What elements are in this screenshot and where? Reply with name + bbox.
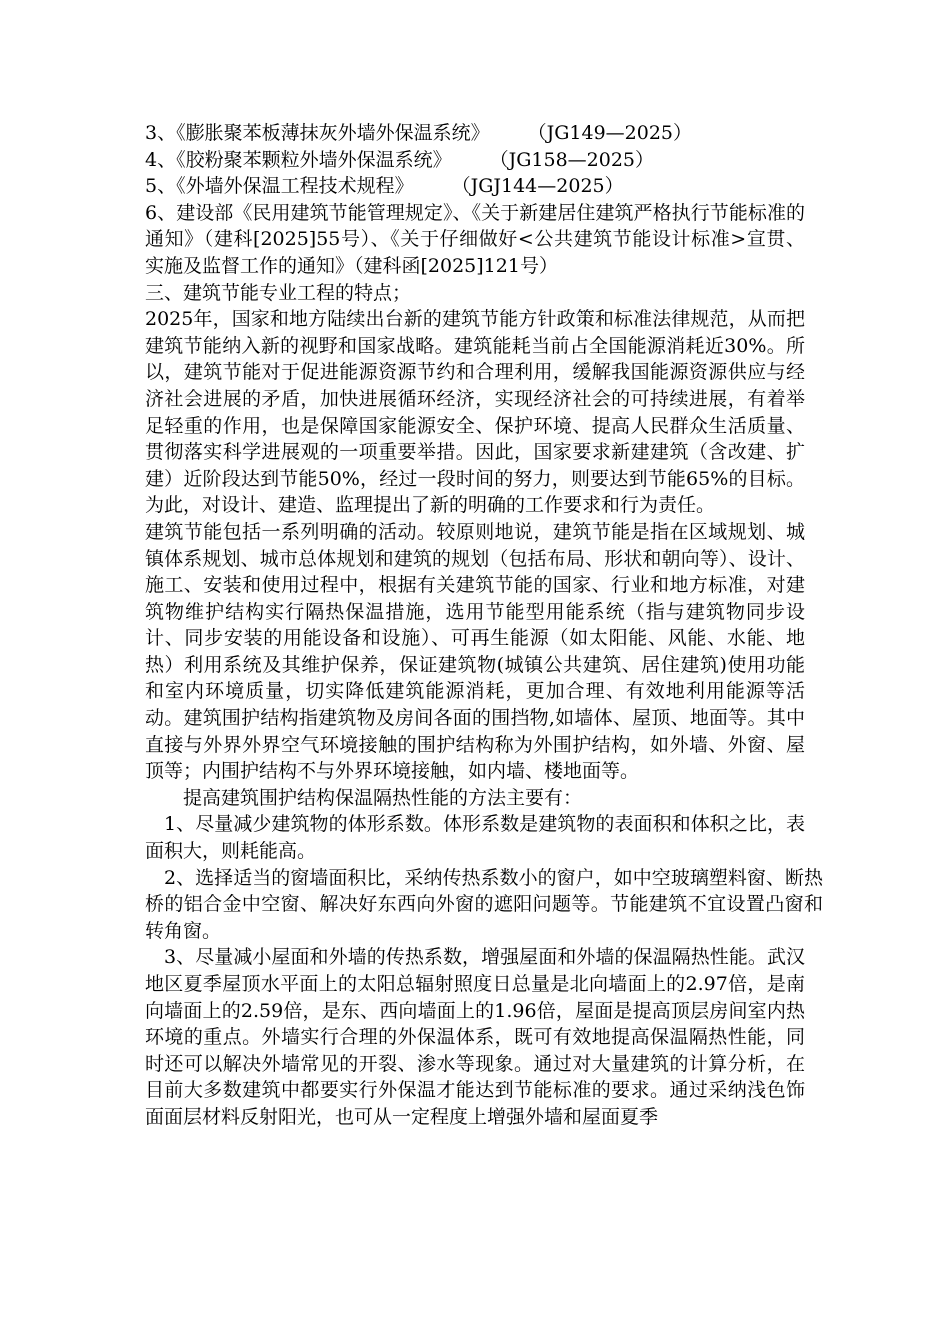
method-item-3: 3、尽量减小屋面和外墙的传热系数，增强屋面和外墙的保温隔热性能。武汉地区夏季屋顶水平面上的太阳总辐射照度日总量是北向墙面上的2.97倍，是南向墙面上的2.59倍，是东、西向墙面上的1.96倍，屋面是提高顶层房间室内热环境的重点。外墙实行合理的外保温体系，既可有效地提高保温隔热性能，同时还可以解决外墙常见的开裂、渗水等现象。通过对大量建筑的计算分析，在目前大多数建筑中都要实行外保温才能达到节能标准的要求。通过采纳浅色饰面面层材料反射阳光，也可从一定程度上增强外墙和屋面夏季 <box>145 946 805 1128</box>
standard-item-4 <box>145 147 805 174</box>
standard-title: 4、《胶粉聚苯颗粒外墙外保温系统》 <box>145 148 452 171</box>
section-heading: 三、建筑节能专业工程的特点； <box>145 281 412 304</box>
standard-title: 5、《外墙外保温工程技术规程》 <box>145 175 414 198</box>
standard-item-5 <box>145 173 805 200</box>
standard-item-3 <box>145 120 805 147</box>
standard-code: （JGJ144—2025） <box>451 175 624 198</box>
standard-code: （JG149—2025） <box>527 122 693 144</box>
paragraph-definition: 建筑节能包括一系列明确的活动。较原则地说，建筑节能是指在区域规划、城镇体系规划、城市总体规划和建筑的规划（包括布局、形状和朝向等）、设计、施工、安装和使用过程中，根据有关建筑节能的国家、行业和地方标准，对建筑物维护结构实行隔热保温措施，选用节能型用能系统（指与建筑物同步设计、同步安装的用能设备和设施）、可再生能源（如太阳能、风能、水能、地热）利用系统及其维护保养，保证建筑物(城镇公共建筑、居住建筑)使用功能和室内环境质量，切实降低建筑能源消耗，更加合理、有效地利用能源等活动。建筑围护结构指建筑物及房间各面的围挡物,如墙体、屋顶、地面等。其中直接与外界外界空气环境接触的围护结构称为外围护结构，如外墙、外窗、屋顶等；内围护结构不与外界环境接触，如内墙、楼地面等。 <box>145 520 805 783</box>
regulation-item-6: 6、建设部《民用建筑节能管理规定》、《关于新建居住建筑严格执行节能标准的通知》（建科[2025]55号）、《关于仔细做好<公共建筑节能设计标准>宣贯、实施及监督工作的通知》（建科函[2025]121号） <box>145 201 805 277</box>
document-page <box>145 120 823 1131</box>
method-item-1: 1、尽量减少建筑物的体形系数。体形系数是建筑物的表面积和体积之比，表面积大，则耗能高。 <box>145 813 805 863</box>
standard-title: 3、《膨胀聚苯板薄抹灰外墙外保温系统》 <box>145 122 490 144</box>
standard-code: （JG158—2025） <box>489 148 655 171</box>
method-item-2: 2、选择适当的窗墙面积比，采纳传热系数小的窗户，如中空玻璃塑料窗、断热桥的铝合金中空窗、解决好东西向外窗的遮阳问题等。节能建筑不宜设置凸窗和转角窗。 <box>145 866 823 942</box>
methods-intro: 提高建筑围护结构保温隔热性能的方法主要有： <box>183 786 583 809</box>
paragraph-policy: 2025年，国家和地方陆续出台新的建筑节能方针政策和标准法律规范，从而把建筑节能纳入新的视野和国家战略。建筑能耗当前占全国能源消耗近30%。所以，建筑节能对于促进能源资源节约和合理利用，缓解我国能源资源供应与经济社会进展的矛盾，加快进展循环经济，实现经济社会的可持续进展，有着举足轻重的作用，也是保障国家能源安全、保护环境、提高人民群众生活质量、贯彻落实科学进展观的一项重要举措。因此，国家要求新建建筑（含改建、扩建）近阶段达到节能50%，经过一段时间的努力，则要达到节能65%的目标。为此，对设计、建造、监理提出了新的明确的工作要求和行为责任。 <box>145 308 805 517</box>
